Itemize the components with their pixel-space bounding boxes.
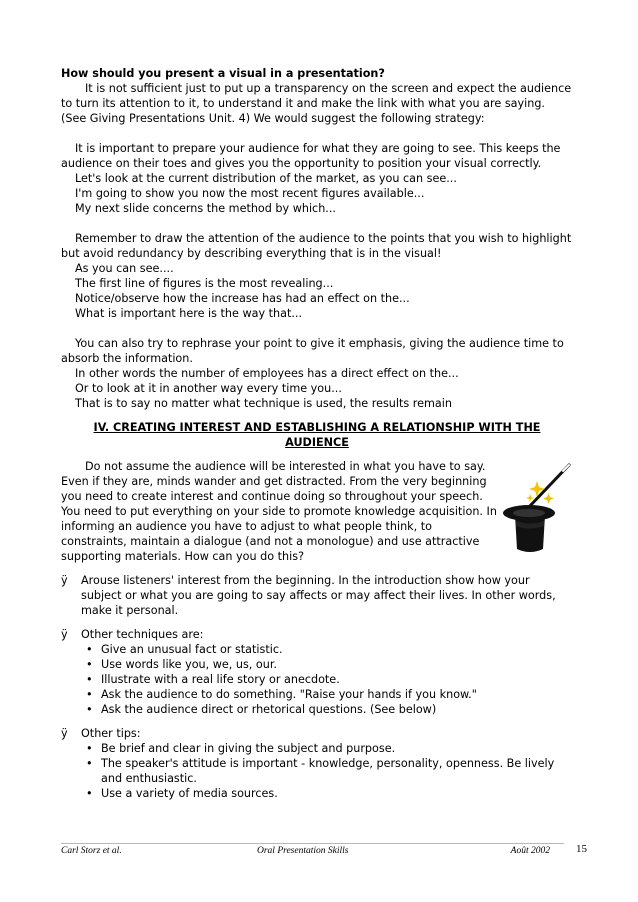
bullet-text: Arouse listeners' interest from the beginning. In the introduction show how your subject or what you are going to say affects or may affect their lives. In other words, make it personal. xyxy=(81,574,556,617)
footer-title: Oral Presentation Skills xyxy=(257,846,349,856)
magic-hat-wand-icon xyxy=(499,461,575,555)
example-line: Notice/observe how the increase has had an effect on the... xyxy=(75,292,410,305)
bullet-marker: ÿ xyxy=(61,574,68,587)
list-item: • Ask the audience direct or rhetorical questions. (See below) xyxy=(86,703,437,716)
list-item: • Ask the audience to do something. "Raise your hands if you know." xyxy=(86,688,477,701)
bullet-dot: • xyxy=(86,673,93,686)
bullet-dot: • xyxy=(86,787,93,800)
example-line: In other words the number of employees has a direct effect on the... xyxy=(75,367,459,380)
example-line: Or to look at it in another way every time you... xyxy=(75,382,342,395)
list-item: • The speaker's attitude is important - knowledge, personality, openness. Be lively and enthusiastic. xyxy=(86,757,555,785)
bullet-item xyxy=(61,573,573,618)
page-number: 15 xyxy=(576,843,587,855)
bullet-dot: • xyxy=(86,658,93,671)
example-line: The first line of figures is the most revealing... xyxy=(75,277,334,290)
sub-list xyxy=(81,741,573,801)
footer-date: Août 2002 xyxy=(510,846,550,856)
list-item: • Use words like you, we, us, our. xyxy=(86,658,277,671)
bullet-dot: • xyxy=(86,742,93,755)
bullet-dot: • xyxy=(86,688,93,701)
footer-divider xyxy=(61,843,564,844)
bullet-dot: • xyxy=(86,757,93,770)
section-title: IV. CREATING INTEREST AND ESTABLISHING A RELATIONSHIP WITH THE AUDIENCE xyxy=(93,421,541,449)
bullet-marker: ÿ xyxy=(61,628,68,641)
example-line: I'm going to show you now the most recent figures available... xyxy=(75,187,425,200)
attention-paragraph: Remember to draw the attention of the audience to the points that you wish to highlight but avoid redundancy by describing everything that is in the visual! xyxy=(61,232,572,260)
prepare-paragraph: It is important to prepare your audience for what they are going to see. This keeps the audience on their toes and gives you the opportunity to position your visual correctly. xyxy=(61,142,561,170)
list-item: • Give an unusual fact or statistic. xyxy=(86,643,283,656)
rephrase-paragraph: You can also try to rephrase your point to give it emphasis, giving the audience time to absorb the information. xyxy=(61,337,564,365)
section-intro-paragraph: Do not assume the audience will be interested in what you have to say. Even if they are, minds wander and get distracted. From the very beginning you need to create interest and continue doing so throughout your speech. You need to put everything on your side to promote knowledge acquisition. In informing an audience you have to adjust to what people think, to constraints, maintain a dialogue (and not a monologue) and use attractive supporting materials. How can you do this? xyxy=(61,460,497,563)
bullet-label: Other tips: xyxy=(81,727,141,740)
bullet-item xyxy=(61,726,573,801)
footer-author: Carl Storz et al. xyxy=(61,846,122,856)
example-line: Let's look at the current distribution of the market, as you can see... xyxy=(75,172,457,185)
example-line: What is important here is the way that... xyxy=(75,307,303,320)
bullet-marker: ÿ xyxy=(61,727,68,740)
example-line: My next slide concerns the method by which... xyxy=(75,202,336,215)
example-line: As you can see.... xyxy=(75,262,174,275)
bullet-label: Other techniques are: xyxy=(81,628,204,641)
list-item: • Use a variety of media sources. xyxy=(86,787,278,800)
section-heading: How should you present a visual in a presentation? xyxy=(61,67,385,80)
intro-paragraph: It is not sufficient just to put up a transparency on the screen and expect the audience to turn its attention to it, to understand it and make the link with what you are saying. (See Giving Presentations Unit. 4) We would suggest the following strategy: xyxy=(61,82,572,125)
example-line: That is to say no matter what technique is used, the results remain xyxy=(75,397,452,410)
bullet-item xyxy=(61,627,573,717)
list-item: • Be brief and clear in giving the subject and purpose. xyxy=(86,742,396,755)
document-body xyxy=(61,66,573,801)
sub-list xyxy=(81,642,573,717)
list-item: • Illustrate with a real life story or anecdote. xyxy=(86,673,340,686)
section-intro-block xyxy=(61,459,573,564)
bullet-dot: • xyxy=(86,703,93,716)
bullet-dot: • xyxy=(86,643,93,656)
